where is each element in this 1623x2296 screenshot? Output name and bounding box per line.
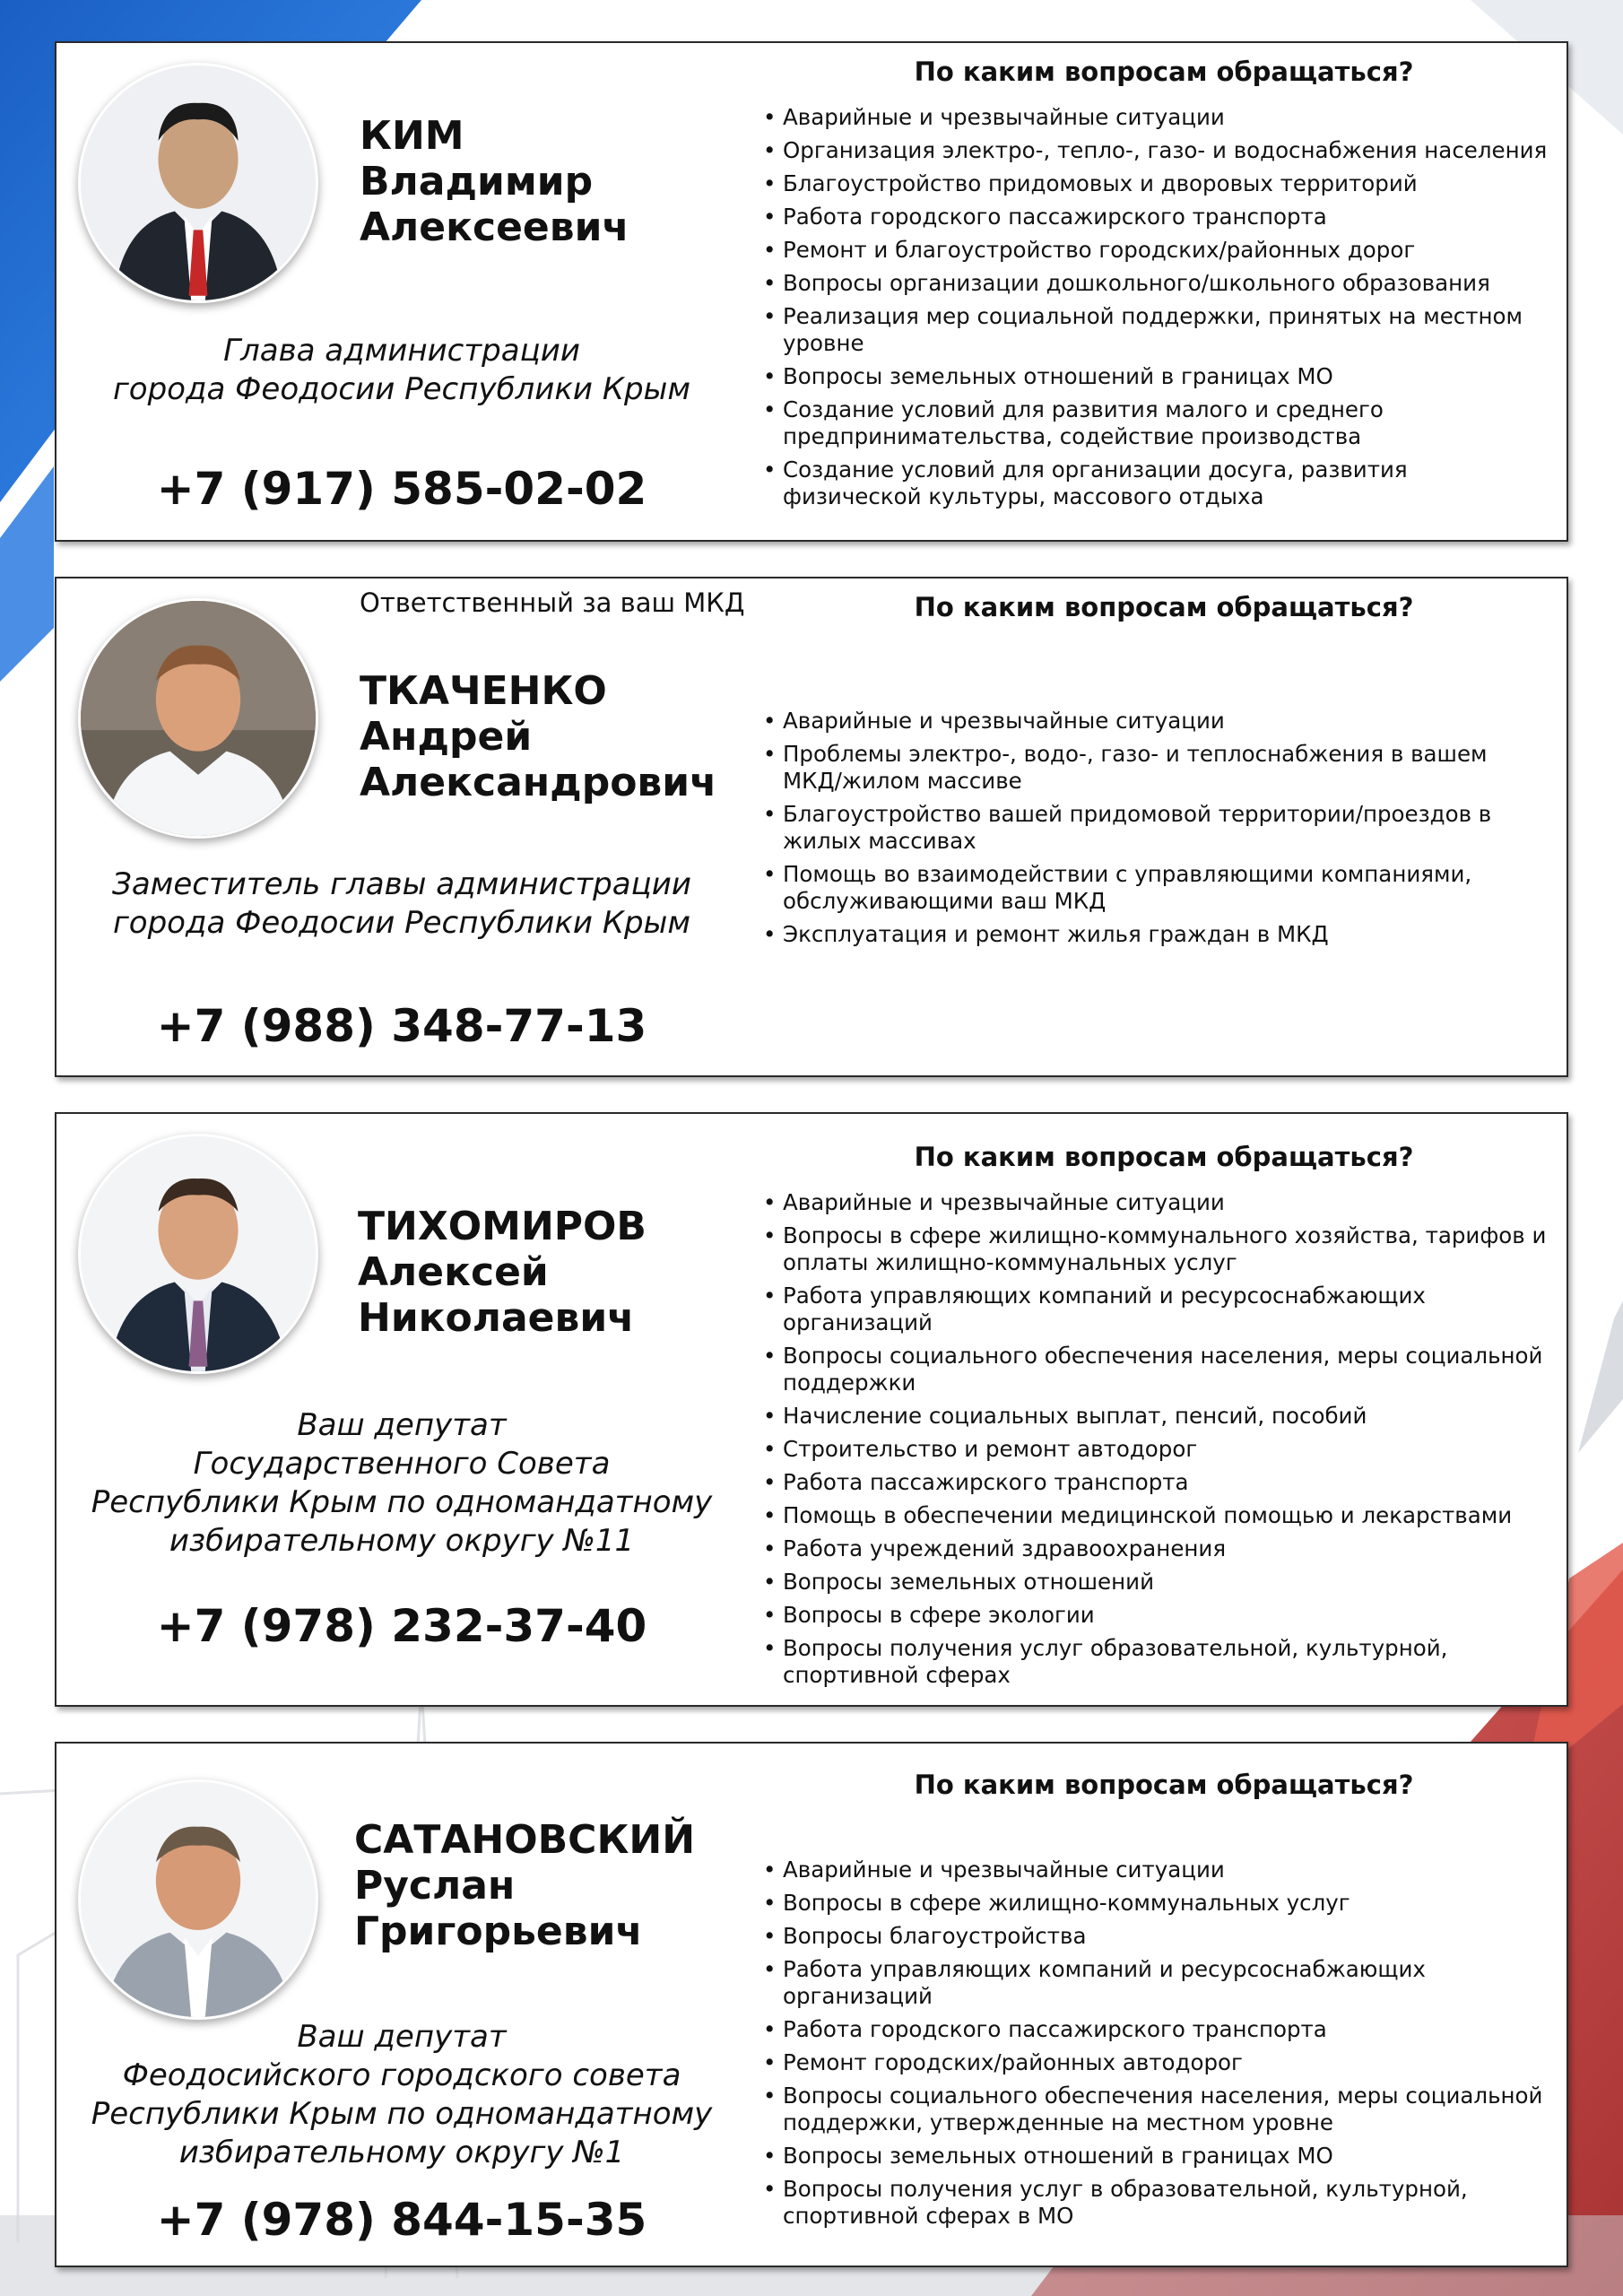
person-first-name: Андрей <box>360 714 533 760</box>
topics-list <box>763 708 1552 954</box>
list-item: • Начисление социальных выплат, пенсий, пособий <box>763 1403 1552 1430</box>
person-surname: КИМ <box>360 113 464 159</box>
list-item: • Аварийные и чрезвычайные ситуации <box>763 1189 1552 1216</box>
person-full-name <box>354 1817 695 1954</box>
list-item: • Вопросы земельных отношений в границах МО <box>763 2143 1552 2170</box>
person-first-name: Алексей <box>358 1249 549 1295</box>
list-item: • Работа управляющих компаний и ресурсоснабжающих организаций <box>763 1956 1552 2010</box>
topics-list <box>763 104 1552 517</box>
list-item: • Работа управляющих компаний и ресурсоснабжающих организаций <box>763 1283 1552 1336</box>
person-silhouette-icon <box>81 1782 316 2017</box>
person-role: Глава администрации города Феодосии Республики Крым <box>112 333 691 407</box>
questions-heading: По каким вопросам обращаться? <box>914 1142 1414 1172</box>
list-item: • Помощь в обеспечении медицинской помощью и лекарствами <box>763 1502 1552 1529</box>
list-item: • Аварийные и чрезвычайные ситуации <box>763 1857 1552 1883</box>
phone-number-link[interactable]: +7 (917) 585-02-02 <box>156 463 647 515</box>
person-silhouette-icon <box>81 1136 316 1371</box>
person-photo-avatar <box>78 598 318 839</box>
list-item: • Вопросы земельных отношений <box>763 1569 1552 1596</box>
phone-number-link[interactable]: +7 (978) 232-37-40 <box>156 1600 647 1652</box>
person-patronymic: Николаевич <box>358 1295 635 1341</box>
questions-heading: По каким вопросам обращаться? <box>914 57 1414 87</box>
list-item: • Работа пассажирского транспорта <box>763 1469 1552 1496</box>
list-item: • Реализация мер социальной поддержки, принятых на местном уровне <box>763 303 1552 357</box>
contact-card-satanovsky <box>55 1742 1568 2267</box>
phone-number-link[interactable]: +7 (978) 844-15-35 <box>156 2194 647 2246</box>
list-item: • Вопросы в сфере жилищно-коммунальных услуг <box>763 1890 1552 1917</box>
person-patronymic: Александрович <box>360 760 717 805</box>
person-role: Ваш депутат Государственного Совета Республики Крым по одномандатному избирательному округу №11 <box>91 1407 713 1559</box>
phone-number-link[interactable]: +7 (988) 348-77-13 <box>156 1000 647 1052</box>
topics-list <box>763 1189 1552 1695</box>
list-item: • Работа учреждений здравоохранения <box>763 1535 1552 1562</box>
list-item: • Ремонт и благоустройство городских/районных дорог <box>763 237 1552 264</box>
person-full-name <box>358 1204 647 1341</box>
person-silhouette-icon <box>81 65 316 300</box>
person-role: Ваш депутат Феодосийского городского совета Республики Крым по одномандатному избирательному округу №1 <box>91 2019 713 2170</box>
person-first-name: Руслан <box>354 1863 516 1909</box>
person-role: Заместитель главы администрации города Феодосии Республики Крым <box>112 866 691 941</box>
list-item: • Вопросы организации дошкольного/школьного образования <box>763 270 1552 297</box>
person-photo-avatar <box>78 63 318 303</box>
person-full-name <box>360 668 716 805</box>
list-item: • Благоустройство вашей придомовой территории/проездов в жилых массивах <box>763 801 1552 855</box>
person-full-name <box>360 113 629 250</box>
contact-card-kim <box>55 41 1568 542</box>
person-patronymic: Григорьевич <box>354 1909 643 1954</box>
list-item: • Ремонт городских/районных автодорог <box>763 2049 1552 2076</box>
person-patronymic: Алексеевич <box>360 204 629 250</box>
person-first-name: Владимир <box>360 159 594 204</box>
list-item: • Вопросы получения услуг в образовательной, культурной, спортивной сферах в МО <box>763 2176 1552 2230</box>
list-item: • Работа городского пассажирского транспорта <box>763 2016 1552 2043</box>
list-item: • Вопросы социального обеспечения населения, меры социальной поддержки <box>763 1343 1552 1396</box>
list-item: • Аварийные и чрезвычайные ситуации <box>763 104 1552 131</box>
person-photo-avatar <box>78 1134 318 1374</box>
person-surname: ТКАЧЕНКО <box>360 668 607 714</box>
list-item: • Вопросы земельных отношений в границах МО <box>763 363 1552 390</box>
list-item: • Помощь во взаимодействии с управляющими компаниями, обслуживающими ваш МКД <box>763 861 1552 915</box>
list-item: • Строительство и ремонт автодорог <box>763 1436 1552 1463</box>
list-item: • Вопросы в сфере жилищно-коммунального хозяйства, тарифов и оплаты жилищно-коммунальных услуг <box>763 1222 1552 1276</box>
list-item: • Благоустройство придомовых и дворовых территорий <box>763 170 1552 197</box>
questions-heading: По каким вопросам обращаться? <box>914 592 1414 622</box>
person-silhouette-icon <box>81 601 316 836</box>
contact-card-tkachenko <box>55 577 1568 1077</box>
list-item: • Аварийные и чрезвычайные ситуации <box>763 708 1552 735</box>
list-item: • Создание условий для организации досуга, развития физической культуры, массового отдыха <box>763 457 1552 510</box>
questions-heading: По каким вопросам обращаться? <box>914 1770 1414 1800</box>
list-item: • Создание условий для развития малого и среднего предпринимательства, содействие производства <box>763 396 1552 450</box>
person-photo-avatar <box>78 1779 318 2020</box>
topics-list <box>763 1857 1552 2236</box>
person-surname: САТАНОВСКИЙ <box>354 1817 696 1863</box>
contact-card-tikhomirov <box>55 1112 1568 1707</box>
list-item: • Вопросы социального обеспечения населения, меры социальной поддержки, утвержденные на местном уровне <box>763 2083 1552 2136</box>
list-item: • Вопросы благоустройства <box>763 1923 1552 1950</box>
list-item: • Эксплуатация и ремонт жилья граждан в МКД <box>763 921 1552 948</box>
person-surname: ТИХОМИРОВ <box>358 1204 647 1249</box>
list-item: • Вопросы в сфере экологии <box>763 1602 1552 1629</box>
list-item: • Работа городского пассажирского транспорта <box>763 204 1552 230</box>
list-item: • Вопросы получения услуг образовательной, культурной, спортивной сферах <box>763 1635 1552 1689</box>
list-item: • Проблемы электро-, водо-, газо- и теплоснабжения в вашем МКД/жилом массиве <box>763 741 1552 795</box>
list-item: • Организация электро-, тепло-, газо- и водоснабжения населения <box>763 137 1552 164</box>
responsible-label: Ответственный за ваш МКД <box>360 587 745 618</box>
